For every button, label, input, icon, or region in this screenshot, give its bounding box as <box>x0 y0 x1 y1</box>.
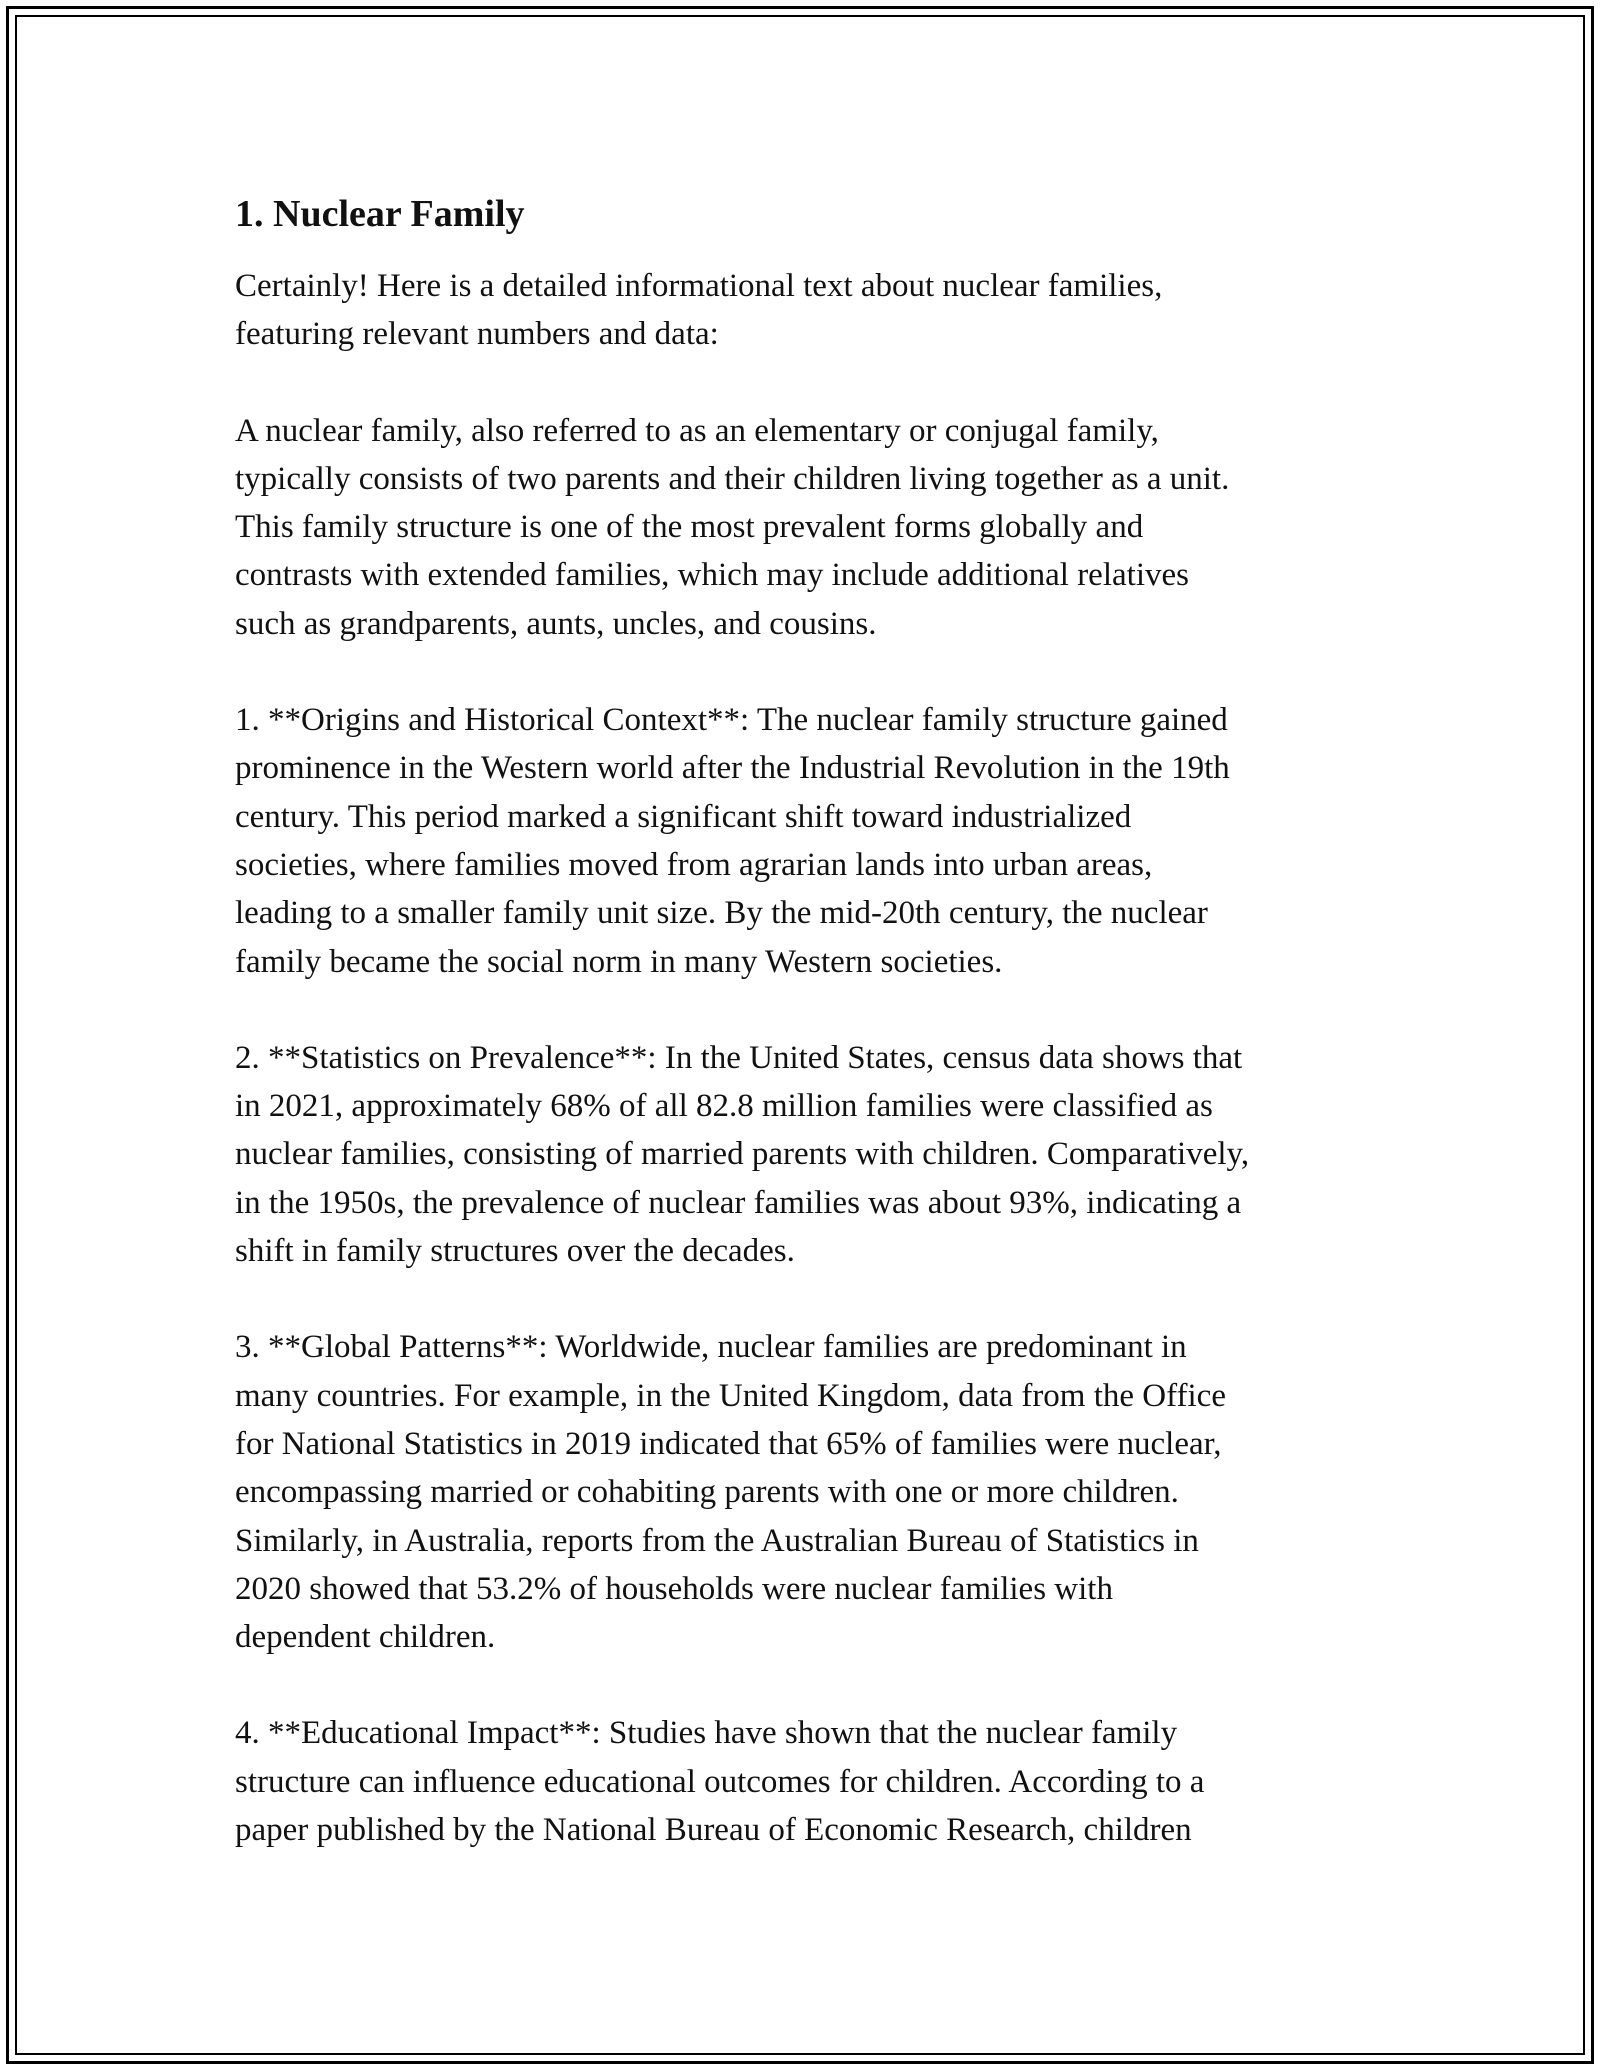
document-body <box>235 186 1395 1902</box>
paragraph-educational-impact <box>235 1709 1395 1854</box>
text-line: 2020 showed that 53.2% of households were nuclear families with <box>235 1570 1113 1607</box>
text-line: shift in family structures over the decades. <box>235 1233 795 1270</box>
text-line: many countries. For example, in the United Kingdom, data from the Office <box>235 1377 1226 1414</box>
text-line: century. This period marked a significant shift toward industrialized <box>235 798 1132 835</box>
paragraph-origins <box>235 696 1395 986</box>
text-line: structure can influence educational outcomes for children. According to a <box>235 1763 1205 1800</box>
text-line: 4. **Educational Impact**: Studies have shown that the nuclear family <box>235 1715 1178 1752</box>
text-line: contrasts with extended families, which may include additional relatives <box>235 557 1189 594</box>
text-line: such as grandparents, aunts, uncles, and cousins. <box>235 605 877 642</box>
text-line: typically consists of two parents and their children living together as a unit. <box>235 460 1230 497</box>
text-line: Certainly! Here is a detailed informational text about nuclear families, <box>235 268 1163 304</box>
text-line: in the 1950s, the prevalence of nuclear families was about 93%, indicating a <box>235 1184 1242 1221</box>
text-line: dependent children. <box>235 1619 496 1656</box>
text-line: societies, where families moved from agrarian lands into urban areas, <box>235 846 1153 883</box>
paragraph-intro <box>235 262 1395 359</box>
text-line: featuring relevant numbers and data: <box>235 316 719 353</box>
text-line: prominence in the Western world after the Industrial Revolution in the 19th <box>235 750 1230 787</box>
text-line: leading to a smaller family unit size. By the mid-20th century, the nuclear <box>235 895 1208 932</box>
text-line: 3. **Global Patterns**: Worldwide, nuclear families are predominant in <box>235 1329 1187 1366</box>
text-line: encompassing married or cohabiting parents with one or more children. <box>235 1474 1179 1511</box>
paragraph-definition <box>235 407 1395 648</box>
text-line: Similarly, in Australia, reports from the Australian Bureau of Statistics in <box>235 1522 1199 1559</box>
text-line: in 2021, approximately 68% of all 82.8 million families were classified as <box>235 1088 1213 1125</box>
text-line: A nuclear family, also referred to as an elementary or conjugal family, <box>235 412 1159 449</box>
text-line: nuclear families, consisting of married parents with children. Comparatively, <box>235 1136 1250 1173</box>
text-line: 2. **Statistics on Prevalence**: In the United States, census data shows that <box>235 1039 1243 1076</box>
text-line: 1. **Origins and Historical Context**: The nuclear family structure gained <box>235 702 1228 739</box>
text-line: paper published by the National Bureau of Economic Research, children <box>235 1812 1192 1849</box>
text-line: for National Statistics in 2019 indicated that 65% of families were nuclear, <box>235 1425 1222 1462</box>
text-line: family became the social norm in many Western societies. <box>235 943 1003 980</box>
document-title: 1. Nuclear Family <box>235 193 525 235</box>
text-line: This family structure is one of the most prevalent forms globally and <box>235 509 1144 546</box>
paragraph-global-patterns <box>235 1323 1395 1661</box>
paragraph-statistics <box>235 1034 1395 1275</box>
